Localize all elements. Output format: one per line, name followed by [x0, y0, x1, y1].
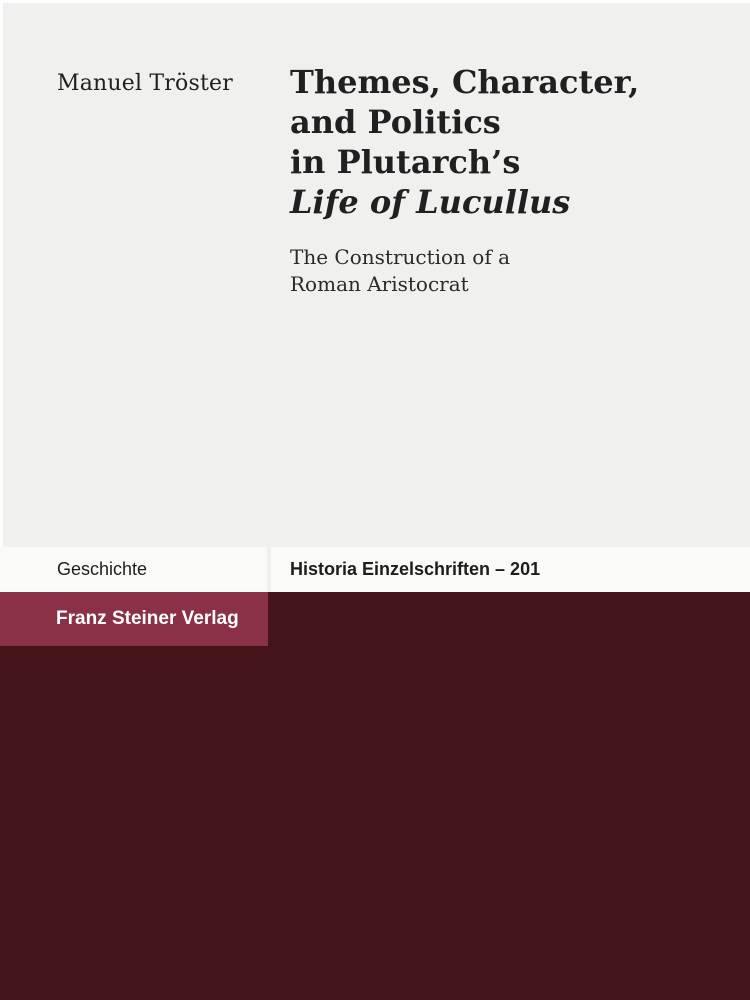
category-label: Geschichte — [57, 559, 148, 579]
subtitle-line-2: Roman Aristocrat — [290, 272, 469, 296]
title-line-3: in Plutarch’s — [290, 143, 521, 181]
series-label: Historia Einzelschriften – 201 — [290, 559, 541, 579]
publisher-name: Franz Steiner Verlag — [56, 608, 239, 629]
author-name: Manuel Tröster — [57, 71, 233, 96]
publisher-band — [0, 592, 268, 646]
category-band — [0, 547, 267, 592]
series-band-row — [0, 547, 750, 592]
bottom-color-field — [0, 592, 750, 1000]
title-line-2: and Politics — [290, 103, 501, 141]
book-subtitle — [290, 244, 510, 298]
title-line-italic: Life of Lucullus — [290, 183, 571, 221]
book-title — [290, 62, 639, 222]
title-line-1: Themes, Character, — [290, 63, 640, 101]
series-band — [271, 547, 750, 592]
subtitle-line-1: The Construction of a — [290, 245, 511, 269]
